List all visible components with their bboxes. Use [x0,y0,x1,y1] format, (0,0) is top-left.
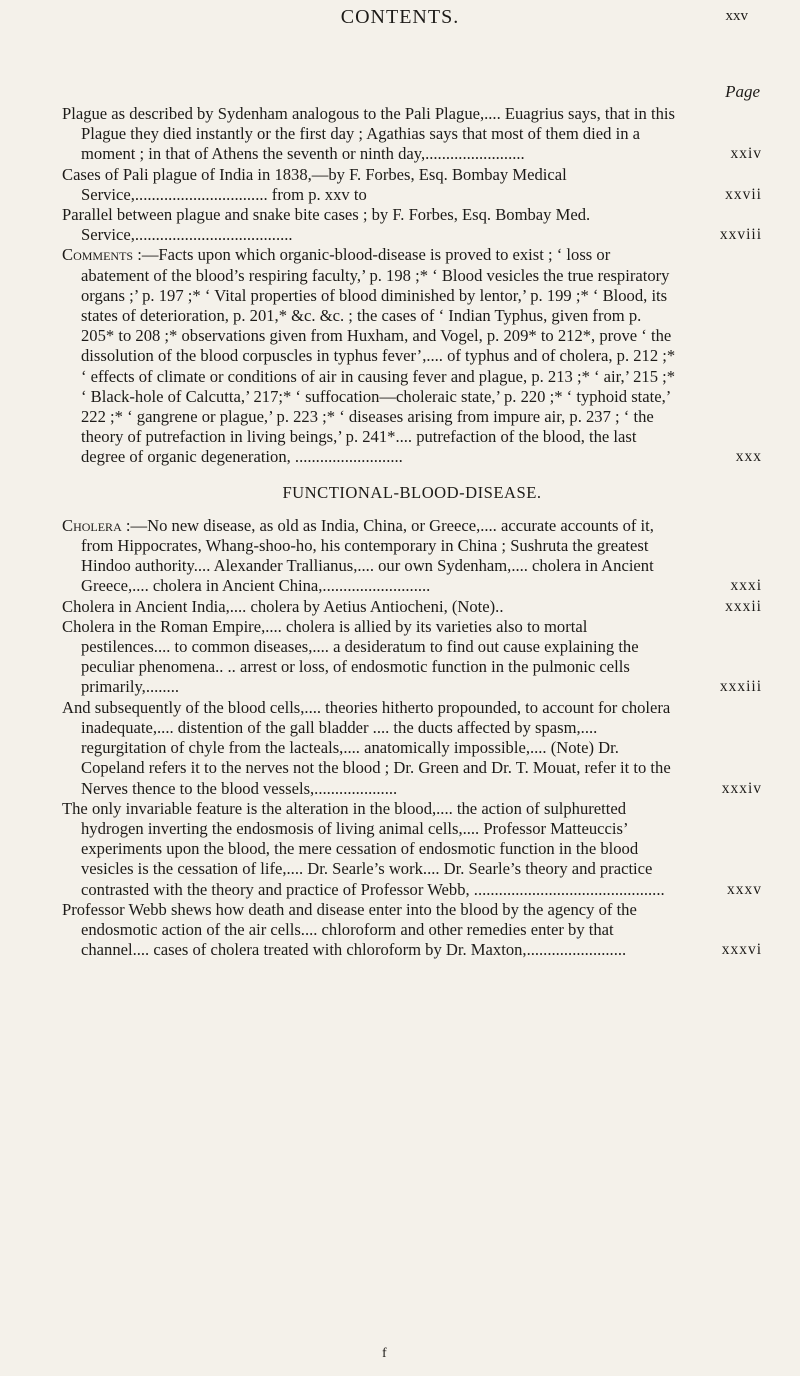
contents-entry [62,799,762,900]
contents-entry [62,245,762,467]
entry-text: Professor Webb shews how death and disease enter into the blood by the agency of the endosmotic action of the air cells.... chloroform and other remedies enter by that channel.... cases of cholera treated with chloroform by Dr. Maxton,........................ [62,899,637,960]
running-title: CONTENTS. [340,6,460,28]
entry-text: And subsequently of the blood cells,.... theories hitherto propounded, to account for cholera inadequate,.... distention of the gall bladder .... the ducts affected by spasm,.... regurgitation of chyle from the lacteals,.... anatomically impossible,.... (Note) Dr. Copeland refers it to the nerves not the blood ; Dr. Green and Dr. T. Mouat, refer it to the Nerves thence to the blood vessels,.................... [62,697,671,798]
entry-text: Cases of Pali plague of India in 1838,—by F. Forbes, Esq. Bombay Medical Service,................................ from p. xxv to [62,164,567,204]
entry-page: xxxiii [719,678,762,696]
page-number: xxv [725,8,748,24]
entry-page: xxxvi [721,941,762,959]
entry-text: :—Facts upon which organic-blood-disease is proved to exist ; ‘ loss or abatement of the blood’s respiring faculty,’ p. 198 ;* ‘ Blood vesicles the true respiratory organs ;’ p. 197 ;* ‘ Vital properties of blood diminished by lentor,’ p. 199 ;* ‘ Blood, its states of deterioration, p. 201,* &c. &c. ; the cases of ‘ Indian Typhus, given from p. 205* to 208 ;* observations given from Huxham, and Vogel, p. 209* to 212*, prove ‘ the dissolution of the blood corpuscles in typhus fever’,.... of typhus and of cholera, p. 212 ;* ‘ effects of climate or conditions of air in causing fever and plague, p. 213 ;* ‘ air,’ 215 ;* ‘ Black-hole of Calcutta,’ 217;* ‘ suffocation—choleraic state,’ p. 220 ;* ‘ typhoid state,’ 222 ;* ‘ gangrene or plague,’ p. 223 ;* ‘ diseases arising from impure air, p. 237 ; ‘ the theory of putrefaction in living beings,’ p. 241*.... putrefaction of the blood, the last degree of organic degeneration, .......................... [81,245,676,467]
contents-entry [62,900,762,961]
page-column-label: Page [725,82,760,101]
signature-mark: f [382,1346,387,1361]
entries-top [62,104,762,468]
contents-entry [62,516,762,597]
entries-bottom [62,516,762,960]
entry-page: xxviii [719,226,762,244]
entry-page: xxvii [725,185,762,203]
contents-entry [62,617,762,698]
entry-text: Parallel between plague and snake bite cases ; by F. Forbes, Esq. Bombay Med. Service,...................................... [62,205,591,245]
entry-page: xxiv [730,145,762,163]
entry-page: xxxv [727,880,762,898]
running-head [0,6,800,30]
entry-page: xxxii [725,597,762,615]
entry-page: xxx [735,448,762,466]
entry-page: xxxiv [721,779,762,797]
entry-text: The only invariable feature is the alteration in the blood,.... the action of sulphuretted hydrogen inverting the endosmosis of living animal cells,.... Professor Matteuccis’ experiments upon the blood, the mere cessation of endosmotic function in the blood vesicles is the cessation of life,.... Dr. Searle’s work.... Dr. Searle’s theory and practice contrasted with the theory and practice of Professor Webb, .............................................. [62,798,665,899]
contents-entry [62,597,762,617]
entry-page: xxxi [730,577,762,595]
entry-text: Plague as described by Sydenham analogous to the Pali Plague,.... Euagrius says, that in this Plague they died instantly or the first day ; Agathias says that most of them died in a moment ; in that of Athens the seventh or ninth day,........................ [62,104,675,164]
entry-lead: Comments [62,245,134,265]
section-heading: FUNCTIONAL-BLOOD-DISEASE. [282,482,542,502]
entry-text: :—No new disease, as old as India, China, or Greece,.... accurate accounts of it, from Hippocrates, Whang-shoo-ho, his contemporary in China ; Sushruta the greatest Hindoo authority.... Alexander Trallianus,.... our own Sydenham,.... cholera in Ancient Greece,.... cholera in Ancient China,.......................... [81,515,654,596]
contents-body [62,104,762,960]
contents-entry [62,165,762,205]
entry-text: Cholera in Ancient India,.... cholera by Aetius Antiocheni, (Note).. [62,596,504,616]
contents-entry [62,104,762,165]
contents-entry [62,205,762,245]
entry-text: Cholera in the Roman Empire,.... cholera is allied by its varieties also to mortal pestilences.... to common diseases,.... a desideratum to find out cause explaining the peculiar phenomena.. .. arrest or loss, of endosmotic function in the pulmonic cells primarily,........ [62,616,639,697]
entry-lead: Cholera [62,515,122,535]
contents-entry [62,698,762,799]
